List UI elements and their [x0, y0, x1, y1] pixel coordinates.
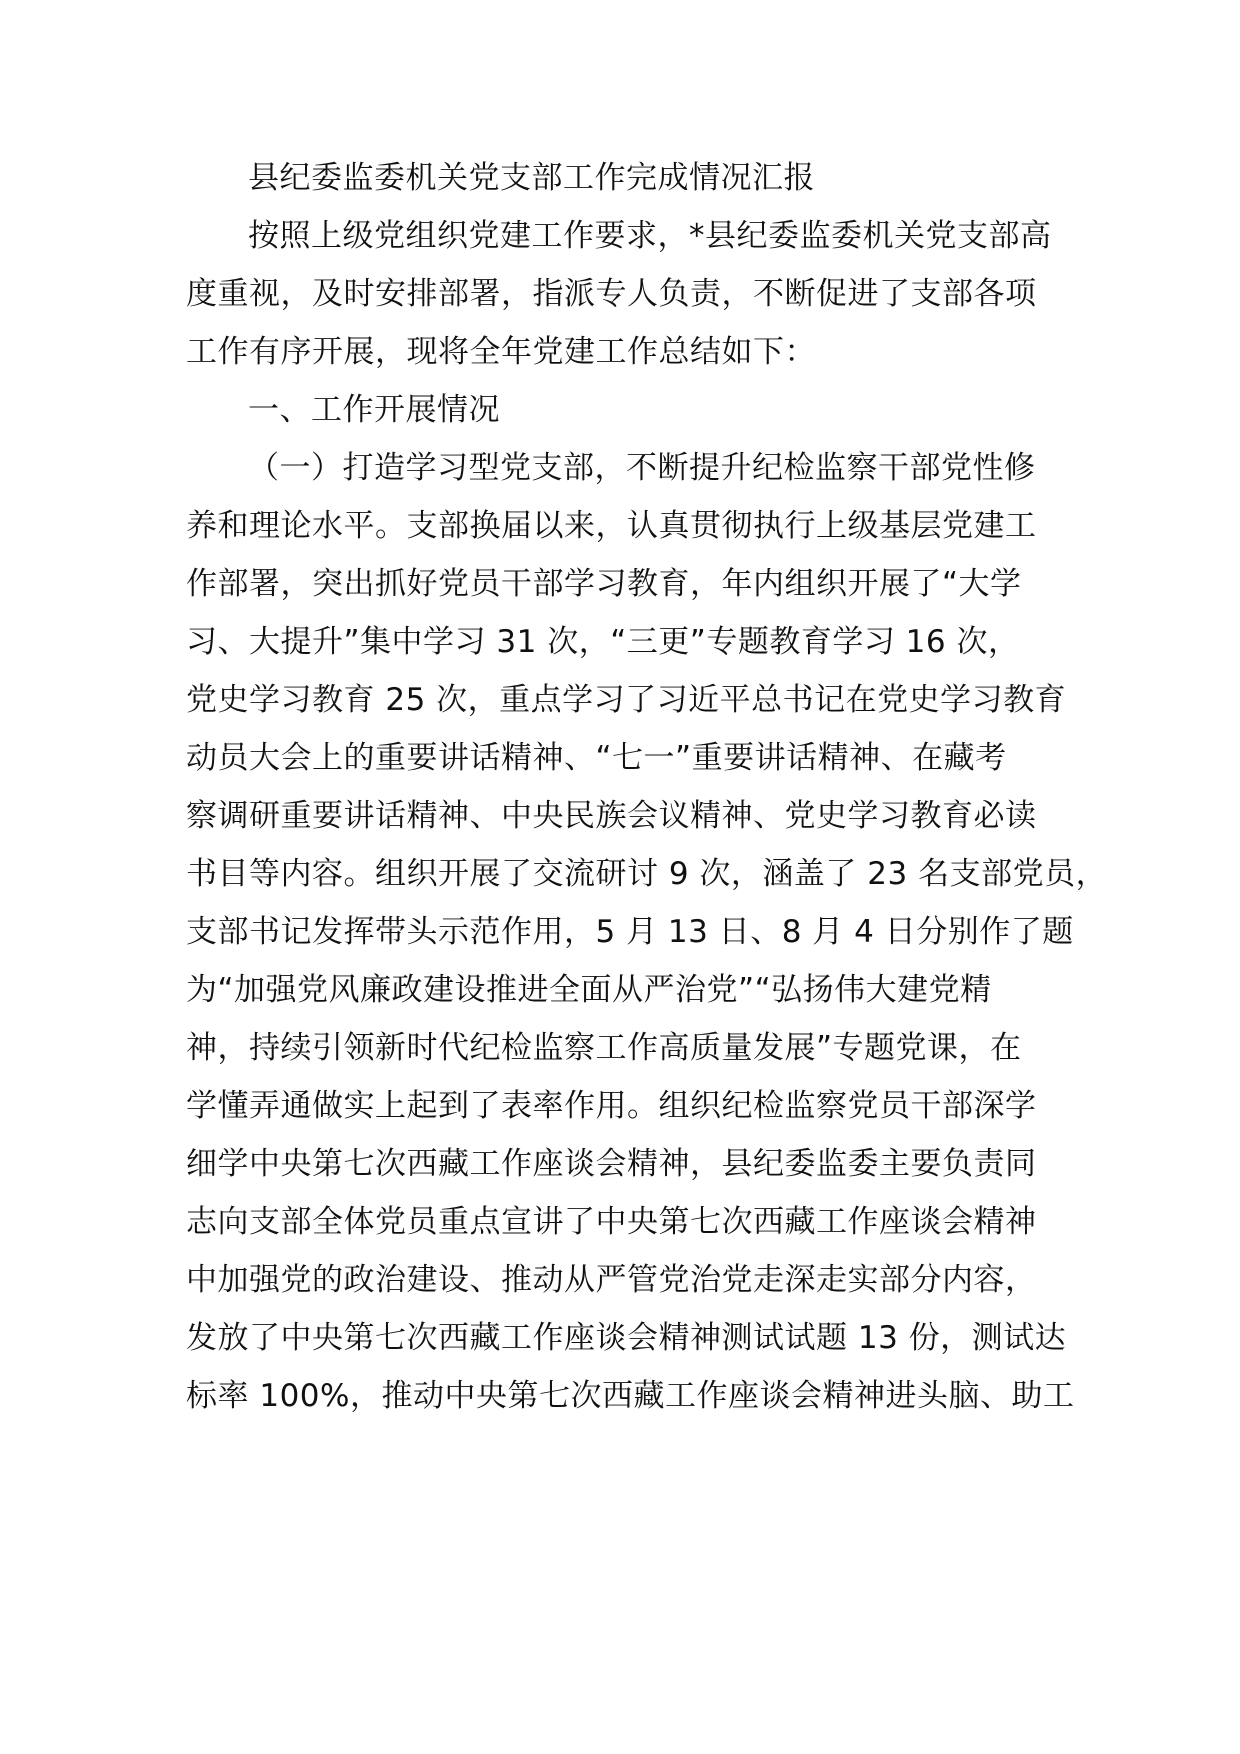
- paragraph-line: 神，持续引领新时代纪检监察工作高质量发展”专题党课，在: [186, 1030, 1022, 1066]
- paragraph-line: 党史学习教育 25 次，重点学习了习近平总书记在党史学习教育: [186, 682, 1067, 718]
- section-heading: 一、工作开展情况: [248, 392, 500, 428]
- subsection-heading: （一）打造学习型党支部，不断提升纪检监察干部党性修: [248, 450, 1036, 486]
- paragraph-line: 动员大会上的重要讲话精神、“七一”重要讲话精神、在藏考: [186, 740, 1007, 776]
- paragraph-line: 中加强党的政治建设、推动从严管党治党走深走实部分内容，: [186, 1262, 1037, 1298]
- paragraph-line: 志向支部全体党员重点宣讲了中央第七次西藏工作座谈会精神: [186, 1204, 1037, 1240]
- paragraph-line: 为“加强党风廉政建设推进全面从严治党”“弘扬伟大建党精: [186, 972, 992, 1008]
- paragraph-line: 支部书记发挥带头示范作用，5 月 13 日、8 月 4 日分别作了题: [186, 914, 1074, 950]
- paragraph-line: 发放了中央第七次西藏工作座谈会精神测试试题 13 份，测试达: [186, 1320, 1067, 1356]
- paragraph-line: 学懂弄通做实上起到了表率作用。组织纪检监察党员干部深学: [186, 1088, 1037, 1124]
- paragraph-line: 按照上级党组织党建工作要求，*县纪委监委机关党支部高: [248, 218, 1052, 254]
- paragraph-line: 标率 100%，推动中央第七次西藏工作座谈会精神进头脑、助工: [186, 1378, 1075, 1414]
- paragraph-line: 察调研重要讲话精神、中央民族会议精神、党史学习教育必读: [186, 798, 1037, 834]
- document-title: 县纪委监委机关党支部工作完成情况汇报: [248, 160, 815, 196]
- paragraph-line: 工作有序开展，现将全年党建工作总结如下：: [186, 334, 816, 370]
- paragraph-line: 度重视，及时安排部署，指派专人负责，不断促进了支部各项: [186, 276, 1037, 312]
- paragraph-line: 细学中央第七次西藏工作座谈会精神，县纪委监委主要负责同: [186, 1146, 1037, 1182]
- paragraph-line: 作部署，突出抓好党员干部学习教育，年内组织开展了“大学: [186, 566, 1022, 602]
- paragraph-line: 书目等内容。组织开展了交流研讨 9 次，涵盖了 23 名支部党员，: [186, 856, 1108, 892]
- paragraph-line: 习、大提升”集中学习 31 次，“三更”专题教育学习 16 次，: [186, 624, 1020, 660]
- paragraph-line: 养和理论水平。支部换届以来，认真贯彻执行上级基层党建工: [186, 508, 1037, 544]
